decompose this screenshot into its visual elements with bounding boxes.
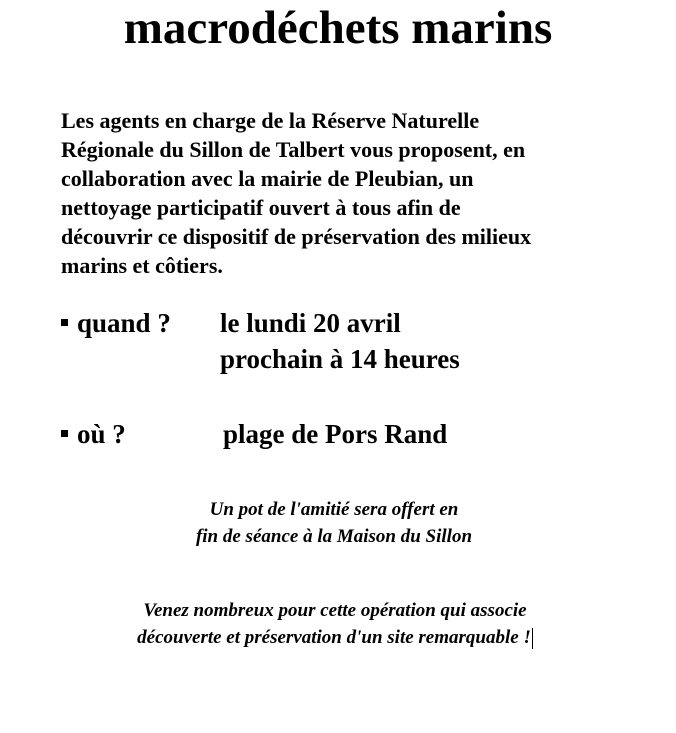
square-bullet-icon bbox=[61, 319, 68, 326]
text-cursor bbox=[532, 628, 533, 649]
where-value: plage de Pors Rand bbox=[223, 419, 448, 449]
when-row bbox=[61, 305, 460, 377]
closing-note bbox=[0, 597, 673, 651]
pot-note-line: fin de séance à la Maison du Sillon bbox=[195, 526, 473, 547]
when-value bbox=[220, 305, 460, 377]
closing-note-line: Venez nombreux pour cette opération qui associe bbox=[143, 600, 527, 621]
when-value-line: prochain à 14 heures bbox=[220, 344, 460, 374]
intro-line: découvrir ce dispositif de préservation des milieux bbox=[61, 224, 532, 249]
intro-line: marins et côtiers. bbox=[61, 253, 223, 278]
closing-note-line: découverte et préservation d'un site remarquable ! bbox=[137, 627, 531, 648]
pot-note bbox=[0, 496, 672, 550]
where-label bbox=[61, 416, 220, 452]
intro-paragraph bbox=[61, 106, 621, 280]
where-row bbox=[61, 416, 447, 452]
when-label-text: quand ? bbox=[77, 308, 171, 338]
page-title: macrodéchets marins bbox=[123, 2, 553, 54]
where-label-text: où ? bbox=[77, 419, 126, 449]
square-bullet-icon bbox=[61, 430, 68, 437]
intro-line: Les agents en charge de la Réserve Naturelle bbox=[61, 108, 480, 133]
intro-line: nettoyage participatif ouvert à tous afin de bbox=[61, 195, 461, 220]
pot-note-line: Un pot de l'amitié sera offert en bbox=[209, 499, 459, 520]
when-label bbox=[61, 305, 220, 377]
intro-line: Régionale du Sillon de Talbert vous proposent, en bbox=[61, 137, 526, 162]
when-value-line: le lundi 20 avril bbox=[220, 308, 401, 338]
intro-line: collaboration avec la mairie de Pleubian, un bbox=[61, 166, 474, 191]
